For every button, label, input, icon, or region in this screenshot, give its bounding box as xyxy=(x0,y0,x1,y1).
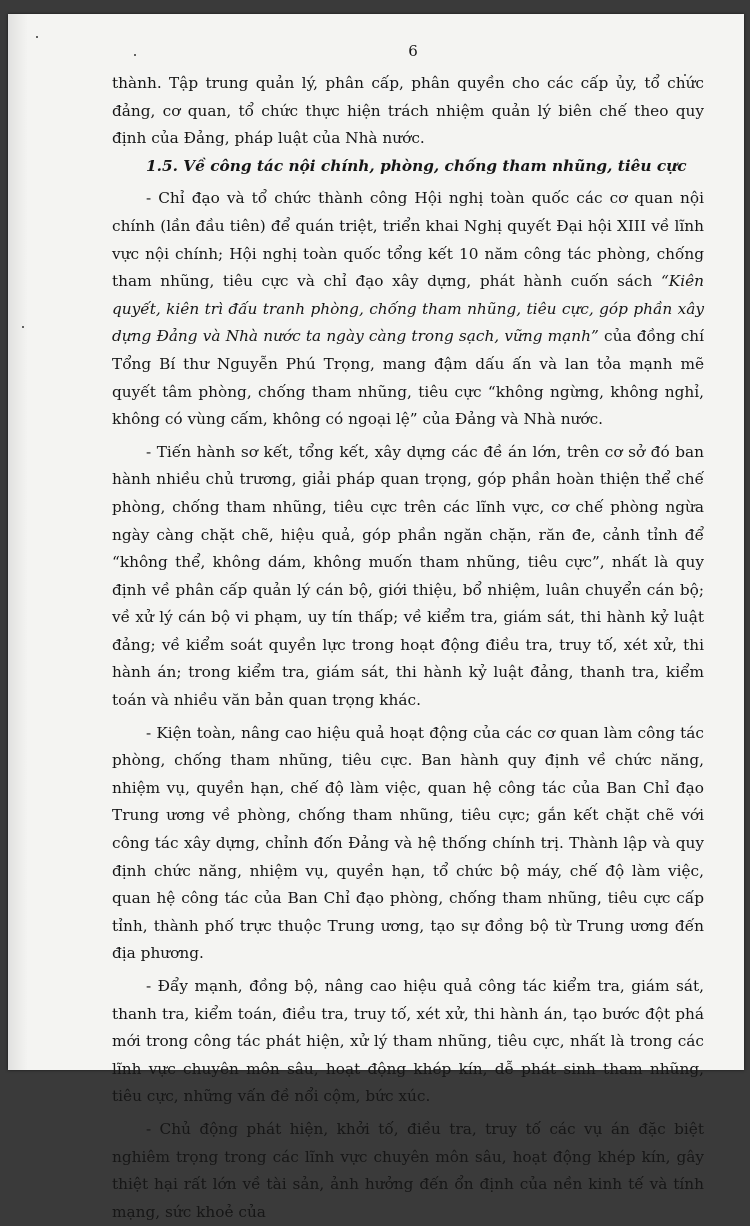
document-body xyxy=(112,36,704,1226)
paragraph xyxy=(112,439,704,715)
page-edge-shadow xyxy=(8,14,28,1070)
page-number: 6 xyxy=(408,42,418,60)
scan-speck xyxy=(22,326,24,328)
text-segment: - Tiến hành sơ kết, tổng kết, xây dựng các đề án lớn, trên cơ sở đó ban hành nhiều chủ trương, giải pháp quan trọng, góp phần hoàn thiện thể chế phòng, chống tham nhũng, tiêu cực trên các lĩnh vực, cơ chế phòng ngừa ngày càng chặt chẽ, hiệu quả, góp phần ngăn chặn, răn đe, cảnh tỉnh để “không thể, không dám, không muốn tham nhũng, tiêu cực”, nhất là quy định về phân cấp quản lý cán bộ, giới thiệu, bổ nhiệm, luân chuyển cán bộ; về xử lý cán bộ vi phạm, uy tín thấp; về kiểm tra, giám sát, thi hành kỷ luật đảng; về kiểm soát quyền lực trong hoạt động điều tra, truy tố, xét xử, thi hành án; trong kiểm tra, giám sát, thi hành kỷ luật đảng, thanh tra, kiểm toán và nhiều văn bản quan trọng khác. xyxy=(112,442,704,710)
text-segment: của đồng chí Tổng Bí thư Nguyễn Phú Trọng, mang đậm dấu ấn và lan tỏa mạnh mẽ quyết tâm phòng, chống tham nhũng, tiêu cực “không ngừng, không nghỉ, không có vùng cấm, không có ngoại lệ” của Đảng và Nhà nước. xyxy=(112,327,705,429)
paragraph xyxy=(112,973,704,1111)
text-segment: - Đẩy mạnh, đồng bộ, nâng cao hiệu quả công tác kiểm tra, giám sát, thanh tra, kiểm toán, điều tra, truy tố, xét xử, thi hành án, tạo bước đột phá mới trong công tác phát hiện, xử lý tham nhũng, tiêu cực, nhất là trong các lĩnh vực chuyên môn sâu, hoạt động khép kín, dễ phát sinh tham nhũng, tiêu cực, những vấn đề nổi cộm, bức xúc. xyxy=(112,977,704,1106)
paragraph-continued xyxy=(112,70,704,153)
scan-speck xyxy=(36,36,38,38)
text-segment: thành. Tập trung quản lý, phân cấp, phân quyền cho các cấp ủy, tổ chức đảng, cơ quan, tổ chức thực hiện trách nhiệm quản lý biên chế theo quy định của Đảng, pháp luật của Nhà nước. xyxy=(112,74,704,148)
text-segment: - Kiện toàn, nâng cao hiệu quả hoạt động của các cơ quan làm công tác phòng, chống tham nhũng, tiêu cực. Ban hành quy định về chức năng, nhiệm vụ, quyền hạn, chế độ làm việc, quan hệ công tác của Ban Chỉ đạo Trung ương về phòng, chống tham nhũng, tiêu cực; gắn kết chặt chẽ với công tác xây dựng, chỉnh đốn Đảng và hệ thống chính trị. Thành lập và quy định chức năng, nhiệm vụ, quyền hạn, tổ chức bộ máy, chế độ làm việc, quan hệ công tác của Ban Chỉ đạo phòng, chống tham nhũng, tiêu cực cấp tỉnh, thành phố trực thuộc Trung ương, tạo sự đồng bộ từ Trung ương đến địa phương. xyxy=(112,723,704,963)
italic-text-segment: “Kiên quyết, kiên trì đấu tranh phòng, chống tham nhũng, tiêu cực, góp phần xây dựng Đảng và Nhà nước ta ngày càng trong sạch, vững mạnh” xyxy=(112,272,704,346)
text-segment: - Chỉ đạo và tổ chức thành công Hội nghị toàn quốc các cơ quan nội chính (lần đầu tiên) để quán triệt, triển khai Nghị quyết Đại hội XIII về lĩnh vực nội chính; Hội nghị toàn quốc tổng kết 10 năm công tác phòng, chống tham nhũng, tiêu cực và chỉ đạo xây dựng, phát hành cuốn sách xyxy=(112,189,704,291)
paragraph xyxy=(112,185,704,433)
document-page xyxy=(8,14,744,1221)
paragraph-list xyxy=(112,70,704,1226)
paragraph xyxy=(112,1116,704,1226)
section-heading xyxy=(112,153,704,181)
text-segment: - Chủ động phát hiện, khởi tố, điều tra, truy tố các vụ án đặc biệt nghiêm trọng trong các lĩnh vực chuyên môn sâu, hoạt động khép kín, gây thiệt hại rất lớn về tài sản, ảnh hưởng đến ổn định của nền kinh tế và tính mạng, sức khoẻ của xyxy=(112,1119,704,1221)
paragraph xyxy=(112,720,704,968)
text-segment: 1.5. Về công tác nội chính, phòng, chống tham nhũng, tiêu cực xyxy=(146,156,687,175)
